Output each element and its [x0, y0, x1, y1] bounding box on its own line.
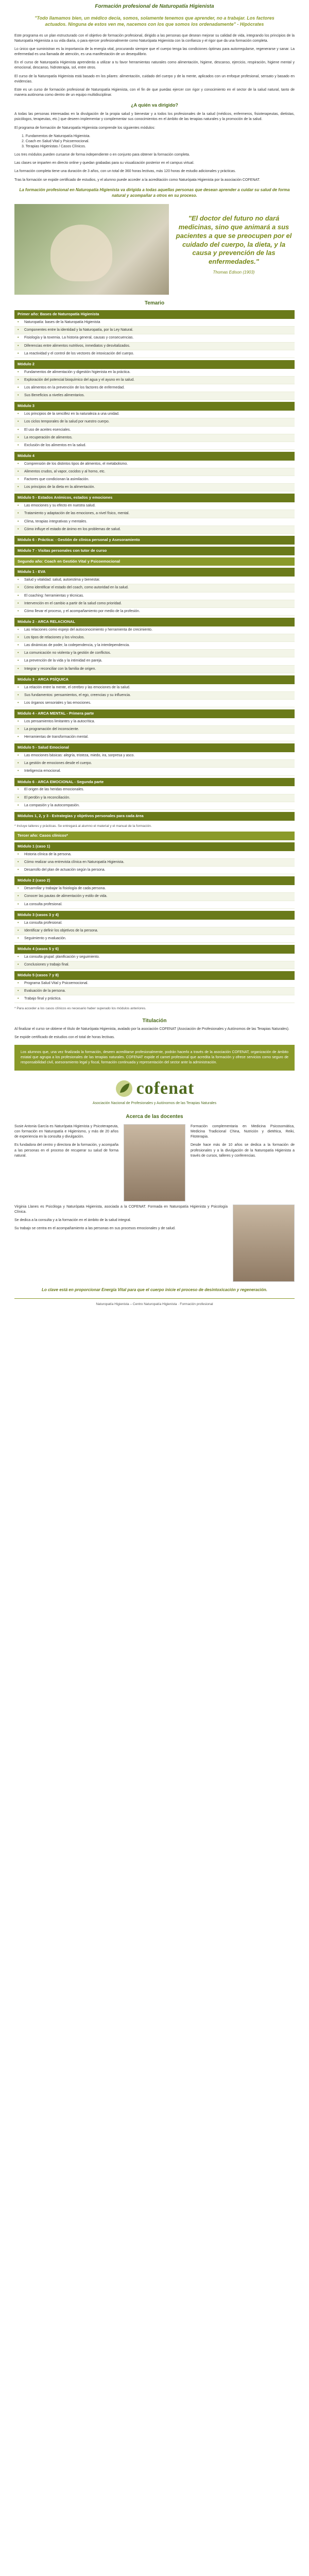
list-item-text: Fisiología y la toxemia. La historia general, causas y consecuencias.	[24, 336, 134, 340]
bullet-icon: •	[18, 428, 19, 432]
module-band: Módulo 2 - ARCA RELACIONAL	[14, 618, 295, 626]
list-item-text: Las dinámicas de poder, la codependencia, y la interdependencia.	[24, 643, 130, 648]
list-item-text: Clima, terapias integrativas y mentales.	[24, 519, 88, 523]
bullet-icon: •	[18, 769, 19, 773]
list-item-text: Integrar y reconciliar con la familia de origen.	[24, 667, 96, 671]
bullet-icon: •	[18, 981, 19, 985]
bullet-icon: •	[18, 659, 19, 663]
list-item	[14, 502, 295, 510]
teacher-portrait	[124, 1124, 185, 1201]
about-paragraph: Susie Antonia García es Naturópata Higienista y Psicoterapeuta, con formación en Naturopatía e Higienismo, y más de 20 años de experiencia en la consulta y divulgación.	[14, 1124, 118, 1139]
list-item-text: Los órganos sensoriales y las emociones.	[24, 701, 91, 705]
list-item-text: Las emociones y su efecto en nuestra salud.	[24, 504, 96, 508]
list-item-text: Las relaciones como espejo del autoconocimiento y herramienta de crecimiento.	[24, 628, 153, 632]
list-item	[14, 427, 295, 434]
list-item-text: Desarrollo del plan de actuación según la persona.	[24, 868, 106, 872]
list-item	[14, 927, 295, 935]
list-item	[14, 885, 295, 893]
bullet-icon: •	[18, 344, 19, 348]
list-item	[14, 961, 295, 969]
bullet-icon: •	[18, 921, 19, 925]
about-paragraph: Desde hace más de 10 años se dedica a la formación de profesionales y a la divulgación de la Naturopatía Higienista a través de cursos, talleres y conferencias.	[191, 1143, 295, 1158]
who-after: Las clases se imparten en directo online y quedan grabadas para su visualización posterior en el campus virtual.	[14, 161, 195, 165]
list-item	[14, 657, 295, 665]
list-item	[14, 592, 295, 600]
list-item	[14, 518, 295, 526]
module-band: Módulo 6 - ARCA EMOCIONAL - Segunda parte	[14, 778, 295, 787]
bullet-icon: •	[18, 962, 19, 967]
list-item-text: La programación del inconsciente.	[24, 727, 79, 732]
who-paragraph: A todas las personas interesadas en la divulgación de la propia salud y bienestar y a todos los profesionales de la salud (médicos, enfermeros, fisioterapeutas, dietistas, psicólogos, terapeutas, etc.) que deseen implementar y complementar sus conocimientos en el ámbito de las terapias naturales y la promoción de la salud.	[14, 112, 295, 122]
module-item: 1. Fundamentos de Naturopatía Higienista.	[22, 134, 91, 138]
list-item	[14, 768, 295, 775]
about-paragraph: Formación complementaria en Medicina Psicosomática, Medicina Tradicional China, Nutrición y dietética, Reiki, Fitoterapia.	[191, 1124, 295, 1139]
list-item-text: El coaching: herramientas y técnicas.	[24, 594, 84, 598]
list-item-text: Comprensión de los distintos tipos de alimentos, el metabolismo.	[24, 462, 128, 466]
bullet-icon: •	[18, 386, 19, 390]
list-item-text: Identificar y definir los objetivos de la persona.	[24, 928, 98, 933]
bullet-icon: •	[18, 462, 19, 466]
list-item-text: Exploración del potencial bioquímico del agua y el ayuno en la salud.	[24, 378, 135, 382]
cofenat-info-box: Los alumnos que, una vez finalizada la formación, deseen acreditarse profesionalmente, podrán hacerlo a través de la asociación COFENAT, organización de ámbito estatal que agrupa a los profesionales de las terapias naturales. COFENAT expide el carnet profesional que acredita la formación y ofrece servicios como seguro de responsabilidad civil, asesoramiento legal y fiscal, formación continuada y representación del sector ante la administración.	[14, 1045, 295, 1071]
third-year-list	[14, 842, 295, 1003]
list-item	[14, 468, 295, 476]
list-item-text: Seguimiento y evaluación.	[24, 936, 66, 940]
titulacion-paragraph: Al finalizar el curso se obtiene el título de Naturópata Higienista, avalado por la asociación COFENAT (Asociación de Profesionales y Autónomos de las Terapias Naturales).	[14, 1027, 289, 1031]
bullet-icon: •	[18, 378, 19, 382]
list-item	[14, 666, 295, 673]
bullet-icon: •	[18, 586, 19, 590]
list-item	[14, 343, 295, 350]
list-item-text: La consulta profesional.	[24, 921, 62, 925]
list-item-text: Herramientas de transformación mental.	[24, 735, 89, 739]
footer: Naturopatía Higienista – Centro Naturopatía Higienista · Formación profesional	[14, 1298, 295, 1312]
list-item	[14, 794, 295, 802]
bullet-icon: •	[18, 594, 19, 598]
list-item-text: Sus Beneficios a niveles alimentarios.	[24, 394, 85, 398]
module-band: Módulo 3 - ARCA PSÍQUICA	[14, 675, 295, 684]
bullet-icon: •	[18, 887, 19, 891]
bullet-icon: •	[18, 512, 19, 516]
quote-block	[14, 204, 295, 295]
bullet-icon: •	[18, 795, 19, 800]
list-item-text: La gestión de emociones desde el cuerpo.	[24, 761, 92, 766]
list-item	[14, 434, 295, 442]
top-quote: "Todo llamamos bien, un médico decía, somos, solamente tenemos que aprender, no a trabajar. Los factores actuados. Ninguna de estos ven me, nacemos con los que somos los ordenadamente" - Hipócrates	[35, 15, 274, 27]
bullet-icon: •	[18, 936, 19, 940]
list-item	[14, 418, 295, 426]
list-item	[14, 752, 295, 760]
bullet-icon: •	[18, 519, 19, 523]
list-item	[14, 600, 295, 608]
list-item	[14, 700, 295, 707]
list-item	[14, 369, 295, 377]
list-item-text: Cómo influye el estado de ánimo en los problemas de salud.	[24, 527, 121, 531]
footnote: * Incluye talleres y prácticas. Se entregará al alumno el material y el manual de la formación.	[14, 824, 152, 828]
about-row	[14, 1205, 295, 1282]
bullet-icon: •	[18, 860, 19, 865]
footnote: * Para acceder a los casos clínicos es necesario haber superado los módulos anteriores.	[14, 1007, 146, 1011]
intro-paragraph: El curso de la Naturopatía Higienista está basado en los pilares: alimentación, cuidado del cuerpo y de la mente, aplicados con un enfoque profesional, sensato y basado en evidencias.	[14, 74, 295, 83]
list-item-text: La comunicación no violenta y la gestión de conflictos.	[24, 651, 111, 655]
list-item	[14, 867, 295, 874]
list-item	[14, 642, 295, 650]
list-item-text: La recuperación de alimentos.	[24, 435, 73, 439]
list-item	[14, 718, 295, 726]
module-band: Módulo 7 - Visitas personales con tutor de curso	[14, 547, 295, 555]
list-item-text: Cómo realizar una entrevista clínica en Naturopatía Higienista.	[24, 860, 125, 865]
bullet-icon: •	[18, 394, 19, 398]
list-item-text: Diferencias entre alimentos nutritivos, inmediatos y desvitalizados.	[24, 344, 130, 348]
bullet-icon: •	[18, 601, 19, 605]
module-band: Módulo 2	[14, 360, 295, 369]
closing-note: Lo clave está en proporcionar Energía Vital para que el cuerpo inicie el proceso de desintoxicación y regeneración.	[41, 1287, 268, 1292]
module-band: Módulo 5 - Estados Anímicos, estados y emociones	[14, 494, 295, 502]
list-item	[14, 327, 295, 334]
list-item	[14, 461, 295, 468]
list-item	[14, 334, 295, 342]
list-item	[14, 476, 295, 484]
list-item-text: El perdón y la reconciliación.	[24, 795, 71, 800]
list-item-text: Los tipos de relaciones y los vínculos.	[24, 636, 85, 640]
list-item	[14, 526, 295, 534]
bullet-icon: •	[18, 803, 19, 807]
list-item-text: Tratamiento y adaptación de las emociones, a nivel físico, mental.	[24, 512, 130, 516]
list-item-text: La relación entre la mente, el cerebro y las emociones de la salud.	[24, 685, 130, 689]
bullet-icon: •	[18, 852, 19, 856]
about-row	[14, 1124, 295, 1201]
list-item-text: Inteligencia emocional.	[24, 769, 61, 773]
list-item-text: Conclusiones y trabajo final.	[24, 962, 70, 967]
about-paragraph: Se dedica a la consulta y a la formación en el ámbito de la salud integral.	[14, 1218, 131, 1223]
about-paragraph: Es fundadora del centro y directora de la formación, y acompaña a las personas en el proceso de recuperar su salud de forma natural.	[14, 1143, 118, 1158]
list-item-text: La compasión y la autocompasión.	[24, 803, 80, 807]
list-item	[14, 384, 295, 392]
list-item-text: Los principios de la dieta en la alimentación.	[24, 485, 95, 489]
list-item	[14, 626, 295, 634]
bullet-icon: •	[18, 902, 19, 906]
module-item: 2. Coach en Salud Vital y Psicoemocional.	[22, 139, 90, 143]
list-item	[14, 995, 295, 1003]
list-item	[14, 920, 295, 927]
big-quote-author: Thomas Edison (1903)	[213, 270, 255, 275]
list-item-text: Sus fundamentos: pensamientos, el ego, creencias y su influencia.	[24, 693, 131, 697]
list-item-text: Fundamentos de alimentación y digestión higienista en la práctica.	[24, 370, 131, 374]
list-item	[14, 608, 295, 616]
list-item	[14, 935, 295, 943]
bullet-icon: •	[18, 351, 19, 355]
list-item	[14, 634, 295, 642]
bullet-icon: •	[18, 478, 19, 482]
list-item	[14, 692, 295, 700]
temario-title: Temario	[144, 300, 165, 306]
bullet-icon: •	[18, 989, 19, 993]
list-item-text: Conocer las pautas de alimentación y estilo de vida.	[24, 894, 108, 899]
bullet-icon: •	[18, 636, 19, 640]
bullet-icon: •	[18, 443, 19, 447]
who-paragraph: El programa de formación de Naturopatía Higienista comprende los siguientes módulos:	[14, 126, 156, 130]
list-item	[14, 859, 295, 867]
bullet-icon: •	[18, 609, 19, 613]
list-item-text: Los ciclos temporales de la salud por nuestro cuerpo.	[24, 420, 110, 424]
list-item-text: Salud y vitalidad: salud, autoestima y bienestar.	[24, 578, 100, 582]
module-band: Módulos 1, 2, y 3 - Estrategias y objetivos personales para cada área	[14, 812, 295, 821]
module-band: Módulo 3	[14, 402, 295, 411]
list-item	[14, 786, 295, 794]
bullet-icon: •	[18, 336, 19, 340]
list-item	[14, 584, 295, 592]
bullet-icon: •	[18, 527, 19, 531]
list-item	[14, 577, 295, 584]
leaf-icon	[115, 1079, 133, 1098]
big-quote: "El doctor del futuro no dará medicinas, sino que animará a sus pacientes a que se preocupen por el cuidado del cuerpo, la dieta, y la causa y prevención de las enfermedades."	[176, 214, 292, 266]
intro-paragraph: Este programa es un plan estructurado con el objetivo de formación profesional, dirigido a las personas que desean mejorar su calidad de vida, integrando los principios de la Naturopatía Higienista a su vida diaria, o para ejercer profesionalmente como Naturópata Higienista con la confianza y el rigor que da una formación completa.	[14, 33, 295, 43]
bullet-icon: •	[18, 701, 19, 705]
list-item	[14, 802, 295, 810]
bullet-icon: •	[18, 412, 19, 416]
bullet-icon: •	[18, 868, 19, 872]
module-band: Módulo 6 - Práctica: - Gestión de clínica personal y Asesoramiento	[14, 536, 295, 545]
temario-list	[14, 310, 295, 820]
list-item	[14, 980, 295, 988]
list-item	[14, 954, 295, 961]
bullet-icon: •	[18, 685, 19, 689]
module-band: Módulo 1 (caso 1)	[14, 842, 295, 851]
module-band: Módulo 5 - Salud Emocional	[14, 743, 295, 752]
list-item	[14, 350, 295, 358]
who-after: Tras la formación se expide certificado de estudios, y el alumno puede acceder a la acreditación como Naturópata Higienista por la asociación COFENAT.	[14, 178, 261, 182]
logo-wordmark: cofenat	[136, 1079, 195, 1098]
list-item-text: Naturopatía: bases de la Naturopatía Higienista	[24, 320, 100, 325]
module-band: Módulo 4	[14, 452, 295, 461]
about-title: Acerca de las docentes	[126, 1114, 183, 1120]
bullet-icon: •	[18, 727, 19, 732]
titulacion-paragraph: Se expide certificado de estudios con el total de horas lectivas.	[14, 1036, 115, 1040]
bullet-icon: •	[18, 928, 19, 933]
module-band: Primer año: Bases de Naturopatía Higienista	[14, 310, 295, 319]
list-item-text: Los alimentos en la prevención de los factores de enfermedad.	[24, 386, 125, 390]
bullet-icon: •	[18, 370, 19, 374]
list-item-text: El origen de las heridas emocionales.	[24, 788, 84, 792]
list-item-text: La consulta profesional.	[24, 902, 62, 906]
bullet-icon: •	[18, 719, 19, 723]
list-item	[14, 684, 295, 692]
woman-photo	[14, 204, 169, 295]
list-item	[14, 851, 295, 859]
list-item-text: Programa Salud Vital y Psicoemocional.	[24, 981, 89, 985]
bullet-icon: •	[18, 693, 19, 697]
list-item	[14, 726, 295, 734]
bullet-icon: •	[18, 435, 19, 439]
list-item	[14, 893, 295, 901]
list-item	[14, 760, 295, 768]
bullet-icon: •	[18, 735, 19, 739]
list-item-text: Desarrollar y trabajar la fisiología de cada persona.	[24, 887, 106, 891]
list-item-text: Cómo identificar el estado del coach, como autoridad en la salud.	[24, 586, 129, 590]
list-item-text: Trabajo final y práctica.	[24, 997, 62, 1001]
list-item	[14, 510, 295, 518]
module-band: Módulo 1 - EVA	[14, 568, 295, 577]
module-band: Módulo 2 (caso 2)	[14, 876, 295, 885]
bullet-icon: •	[18, 420, 19, 424]
list-item	[14, 734, 295, 741]
list-item-text: La reactividad y el control de los vectores de intoxicación del cuerpo.	[24, 351, 134, 355]
list-item	[14, 319, 295, 327]
intro-paragraph: Este es un curso de formación profesional de Naturopatía Higienista, con el fin de que puedas ejercer con rigor y conocimiento en el sector de la salud natural, tanto de manera autónoma como dentro de un equipo multidisciplinar.	[14, 88, 295, 97]
bullet-icon: •	[18, 955, 19, 959]
list-item-text: Componentes entre la identidad y la Naturopatía, por la Ley Natural.	[24, 328, 133, 332]
module-band: Módulo 5 (casos 7 y 8)	[14, 971, 295, 980]
list-item-text: La consulta grupal: planificación y seguimiento.	[24, 955, 100, 959]
list-item-text: Exclusión de los alimentos en la salud.	[24, 443, 87, 447]
bullet-icon: •	[18, 328, 19, 332]
bullet-icon: •	[18, 578, 19, 582]
list-item-text: Historia clínica de la persona.	[24, 852, 72, 856]
list-item	[14, 377, 295, 384]
module-band: Segundo año: Coach en Gestión Vital y Psicoemocional	[14, 557, 295, 566]
bullet-icon: •	[18, 643, 19, 648]
module-item: 3. Terapias Higienistas / Casos Clínicos.	[22, 144, 86, 148]
third-year-band: Tercer año: Casos clínicos*	[14, 832, 295, 840]
section-title-who: ¿A quién va dirigido?	[131, 103, 178, 108]
teacher-portrait	[233, 1205, 295, 1282]
list-item-text: Evaluación de la persona.	[24, 989, 66, 993]
top-quote-author	[14, 27, 295, 33]
list-item-text: Los principios de la sencillez en la naturaleza a una unidad.	[24, 412, 119, 416]
list-item-text: Alimentos crudos, al vapor, cocidos y al horno, etc.	[24, 469, 106, 473]
who-after: La formación completa tiene una duración de 3 años, con un total de 360 horas lectivas, más 120 horas de estudio adicionales y prácticas.	[14, 170, 236, 174]
cofenat-logo	[14, 1076, 295, 1106]
bullet-icon: •	[18, 788, 19, 792]
list-item	[14, 392, 295, 400]
titulacion-title: Titulación	[142, 1018, 167, 1024]
bullet-icon: •	[18, 754, 19, 758]
list-item	[14, 442, 295, 450]
list-item-text: El uso de aceites esenciales.	[24, 428, 71, 432]
page-title: Formación profesional de Naturopatía Higienista	[95, 4, 214, 9]
bullet-icon: •	[18, 667, 19, 671]
list-item-text: La prevención de la vida y la intimidad en pareja.	[24, 659, 102, 663]
bullet-icon: •	[18, 628, 19, 632]
list-item-text: Las emociones básicas: alegría, tristeza, miedo, ira, sorpresa y asco.	[24, 754, 135, 758]
about-paragraph: Virginia Llanes es Psicóloga y Naturópata Higienista, asociada a la COFENAT. Formada en Naturopatía Higienista y Psicología Clínica.	[14, 1205, 228, 1214]
intro-paragraph: En el curso de Naturopatía Higienista aprenderás a utilizar a tu favor herramientas naturales como alimentación, higiene, descanso, ejercicio, respiración, higiene mental y emocional, descanso, hidroterapia, sol, entre otros.	[14, 61, 295, 70]
list-item	[14, 650, 295, 657]
list-item	[14, 411, 295, 418]
list-item	[14, 988, 295, 995]
list-item-text: Intervención en el cambio a partir de la salud como prioridad.	[24, 601, 122, 605]
list-item-text: Factores que condicionan la asimilación.	[24, 478, 90, 482]
module-band: Módulo 4 (casos 5 y 6)	[14, 945, 295, 954]
bullet-icon: •	[18, 761, 19, 766]
bullet-icon: •	[18, 320, 19, 325]
bullet-icon: •	[18, 651, 19, 655]
center-note: La formación profesional en Naturopatía Higienista va dirigida a todas aquellas personas que desean aprender a cuidar su salud de forma natural y acompañar a otros en su proceso.	[19, 187, 290, 198]
bullet-icon: •	[18, 997, 19, 1001]
logo-subtitle: Asociación Nacional de Profesionales y Autónomos de las Terapias Naturales	[92, 1101, 217, 1106]
module-band: Módulo 4 - ARCA MENTAL - Primera parte	[14, 709, 295, 718]
module-band: Módulo 3 (casos 3 y 4)	[14, 911, 295, 920]
list-item-text: Cómo llevar el proceso, y el acompañamiento por medio de la profesión.	[24, 609, 140, 613]
about-paragraph: Su trabajo se centra en el acompañamiento a las personas en sus procesos emocionales y de salud.	[14, 1227, 176, 1231]
list-item-text: Los pensamientos limitantes y la autocrítica.	[24, 719, 95, 723]
intro-paragraph: Lo único que suministran es la importancia de la energía vital, procurando siempre que el cuerpo tenga las condiciones óptimas para autorregularse, regenerarse y sanar. La enfermedad es una llamada de atención, es una manifestación de un desequilibrio.	[14, 47, 295, 57]
bullet-icon: •	[18, 469, 19, 473]
list-item	[14, 901, 295, 909]
bullet-icon: •	[18, 504, 19, 508]
bullet-icon: •	[18, 485, 19, 489]
who-after: Los tres módulos pueden cursarse de forma independiente o en conjunto para obtener la formación completa.	[14, 153, 190, 157]
module-list	[14, 134, 295, 149]
list-item	[14, 484, 295, 492]
bullet-icon: •	[18, 894, 19, 899]
